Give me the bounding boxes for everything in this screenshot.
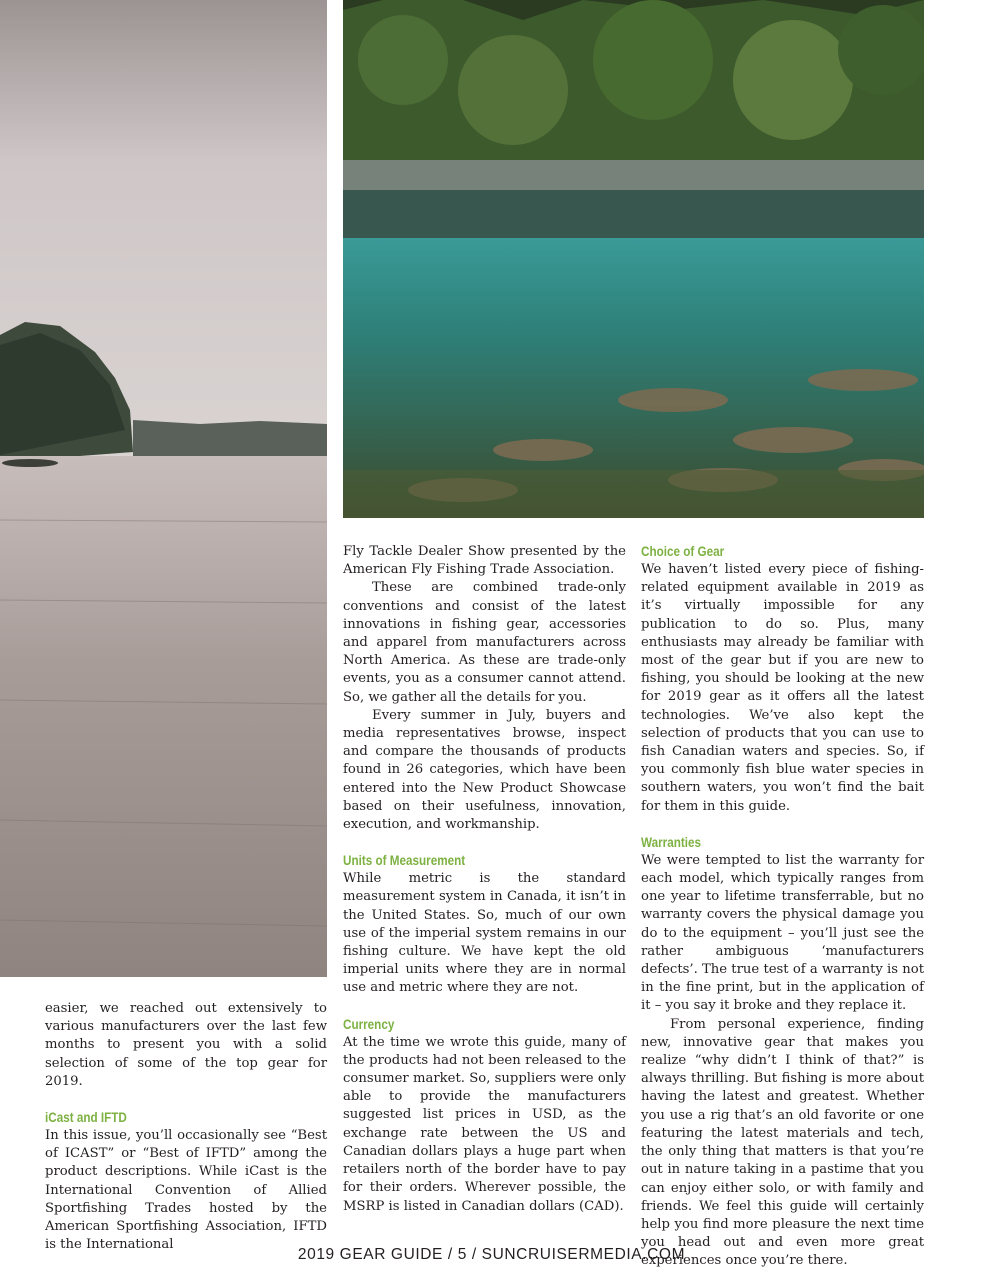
warranties-paragraph: We were tempted to list the warranty for each model, which typically ranges from one year to lifetime transferrable, but no warranty covers the physical damage you do to the equipment – you’ll just see the rather ambiguous ‘manufacturers defects’. The true test of a warranty is not in the fine print, but in the application of it – you say it broke and they replace it. (641, 852, 924, 1014)
warranties-heading: Warranties (641, 834, 701, 850)
fly-tackle-paragraph: Fly Tackle Dealer Show presented by the American Fly Fishing Trade Association. (343, 544, 626, 578)
showcase-paragraph: Every summer in July, buyers and media representatives browse, inspect and compare the thousands of products found in 26 categories, which have been entered into the New Product Showcase based on their usefulness, innovation, execution, and workmanship. (343, 707, 626, 833)
icast-iftd-heading: iCast and IFTD (45, 1110, 127, 1126)
river-salmon-photo (343, 0, 924, 518)
lake-photo (0, 0, 327, 977)
conventions-paragraph: These are combined trade-only conventions and consist of the latest innovations in fishing gear, accessories and apparel from manufacturers across North America. As these are trade-only events, you as a consumer cannot attend. So, we gather all the details for you. (343, 580, 626, 705)
choice-of-gear-heading: Choice of Gear (641, 544, 725, 559)
river-salmon-photo-art (343, 0, 924, 518)
lake-photo-art (0, 0, 327, 977)
experience-paragraph: From personal experience, finding new, innovative gear that makes you realize “why didn’t I think of that?” is always thrilling. But fishing is more about having the latest and greatest. Whether you use a rig that’s an old favorite or one featuring the latest materials and tech, the only thing that matters is that you’re out in nature taking in a pastime that you can enjoy either solo, or with family and friends. We feel this guide will certainly help you find more pleasure the next time you head out and even more great experiences once you’re there. (641, 1016, 924, 1269)
intro-paragraph: easier, we reached out extensively to various manufacturers over the last few months to present you with a solid selection of some of the top gear for 2019. (45, 1001, 327, 1089)
right-text-column (641, 543, 924, 1271)
icast-paragraph: In this issue, you’ll occasionally see “Best of ICAST” or “Best of IFTD” among the product descriptions. While iCast is the International Convention of Allied Sportfishing Trades hosted by the American Sportfishing Association, IFTD is the International (45, 1128, 327, 1253)
units-heading: Units of Measurement (343, 853, 466, 869)
currency-heading: Currency (343, 1016, 395, 1032)
currency-paragraph: At the time we wrote this guide, many of the products had not been released to the consumer market. So, suppliers were only able to provide the manufacturers suggested list prices in USD, as the exchange rate between the US and Canadian dollars plays a huge part when retailers north of the border have to pay for their orders. Wherever possible, the MSRP is listed in Canadian dollars (CAD). (343, 1034, 626, 1214)
page-footer: 2019 GEAR GUIDE / 5 / SUNCRUISERMEDIA.COM (297, 1246, 686, 1263)
left-text-column (45, 1000, 327, 1254)
choice-paragraph: We haven’t listed every piece of fishing-related equipment available in 2019 as it’s virtually impossible for any publication to do so. Plus, many enthusiasts may already be familiar with most of the gear but if you are new to fishing, you should be looking at the new for 2019 gear as it offers all the latest technologies. We’ve also kept the selection of products that you can use to fish Canadian waters and species. So, if you commonly fish blue water species in southern waters, you won’t find the bait for them in this guide. (641, 562, 924, 814)
units-paragraph: While metric is the standard measurement system in Canada, it isn’t in the United States. So, much of our own use of the imperial system remains in our fishing culture. We have kept the old imperial units where they are in normal use and metric where they are not. (343, 871, 626, 996)
middle-text-column (343, 543, 626, 1216)
